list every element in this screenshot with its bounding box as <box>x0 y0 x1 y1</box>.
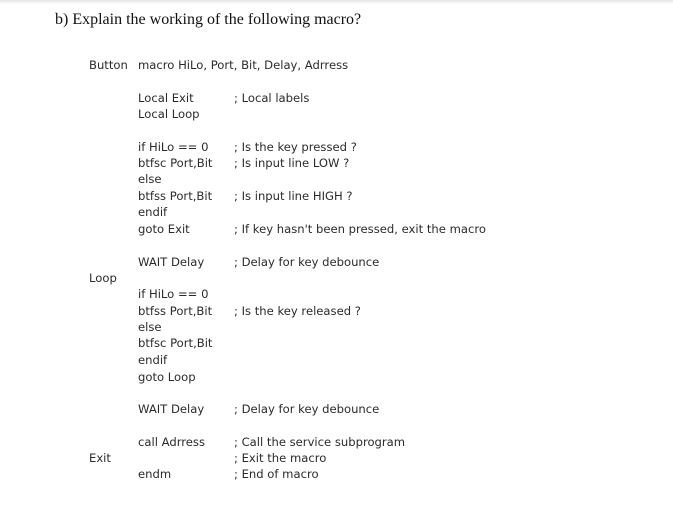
code-instruction: WAIT Delay <box>138 402 205 416</box>
code-instruction: btfss Port,Bit <box>138 304 213 318</box>
code-comment: ; Delay for key debounce <box>234 255 380 269</box>
code-comment: ; Is the key pressed ? <box>234 140 357 154</box>
code-instruction: goto Exit <box>138 222 190 236</box>
code-instruction: if HiLo == 0 <box>138 140 209 154</box>
code-comment: ; Delay for key debounce <box>234 402 380 416</box>
code-instruction: btfss Port,Bit <box>138 189 213 203</box>
code-instruction: if HiLo == 0 <box>138 287 209 301</box>
code-instruction: endif <box>138 353 168 367</box>
code-instruction: else <box>138 320 162 334</box>
code-comment: ; Exit the macro <box>234 451 327 465</box>
exit-label: Exit <box>89 451 111 465</box>
code-instruction: call Adrress <box>138 435 205 449</box>
code-comment: ; Local labels <box>234 91 310 105</box>
code-instruction: else <box>138 172 162 186</box>
code-instruction: btfsc Port,Bit <box>138 156 213 170</box>
top-edge-shadow <box>0 0 673 4</box>
macro-declaration: macro HiLo, Port, Bit, Delay, Adrress <box>138 58 349 72</box>
code-comment: ; If key hasn't been pressed, exit the macro <box>234 222 486 236</box>
code-instruction: endm <box>138 467 172 481</box>
code-instruction: Local Exit <box>138 91 194 105</box>
code-instruction: btfsc Port,Bit <box>138 336 213 350</box>
code-instruction: Local Loop <box>138 107 200 121</box>
code-instruction: goto Loop <box>138 370 196 384</box>
loop-label: Loop <box>89 271 117 285</box>
code-comment: ; Is input line LOW ? <box>234 156 350 170</box>
question-heading: b) Explain the working of the following macro? <box>55 11 362 28</box>
code-instruction: endif <box>138 205 168 219</box>
code-comment: ; Call the service subprogram <box>234 435 406 449</box>
code-comment: ; Is the key released ? <box>234 304 361 318</box>
code-instruction: WAIT Delay <box>138 255 205 269</box>
code-comment: ; Is input line HIGH ? <box>234 189 353 203</box>
macro-name-label: Button <box>89 58 128 72</box>
code-comment: ; End of macro <box>234 467 319 481</box>
